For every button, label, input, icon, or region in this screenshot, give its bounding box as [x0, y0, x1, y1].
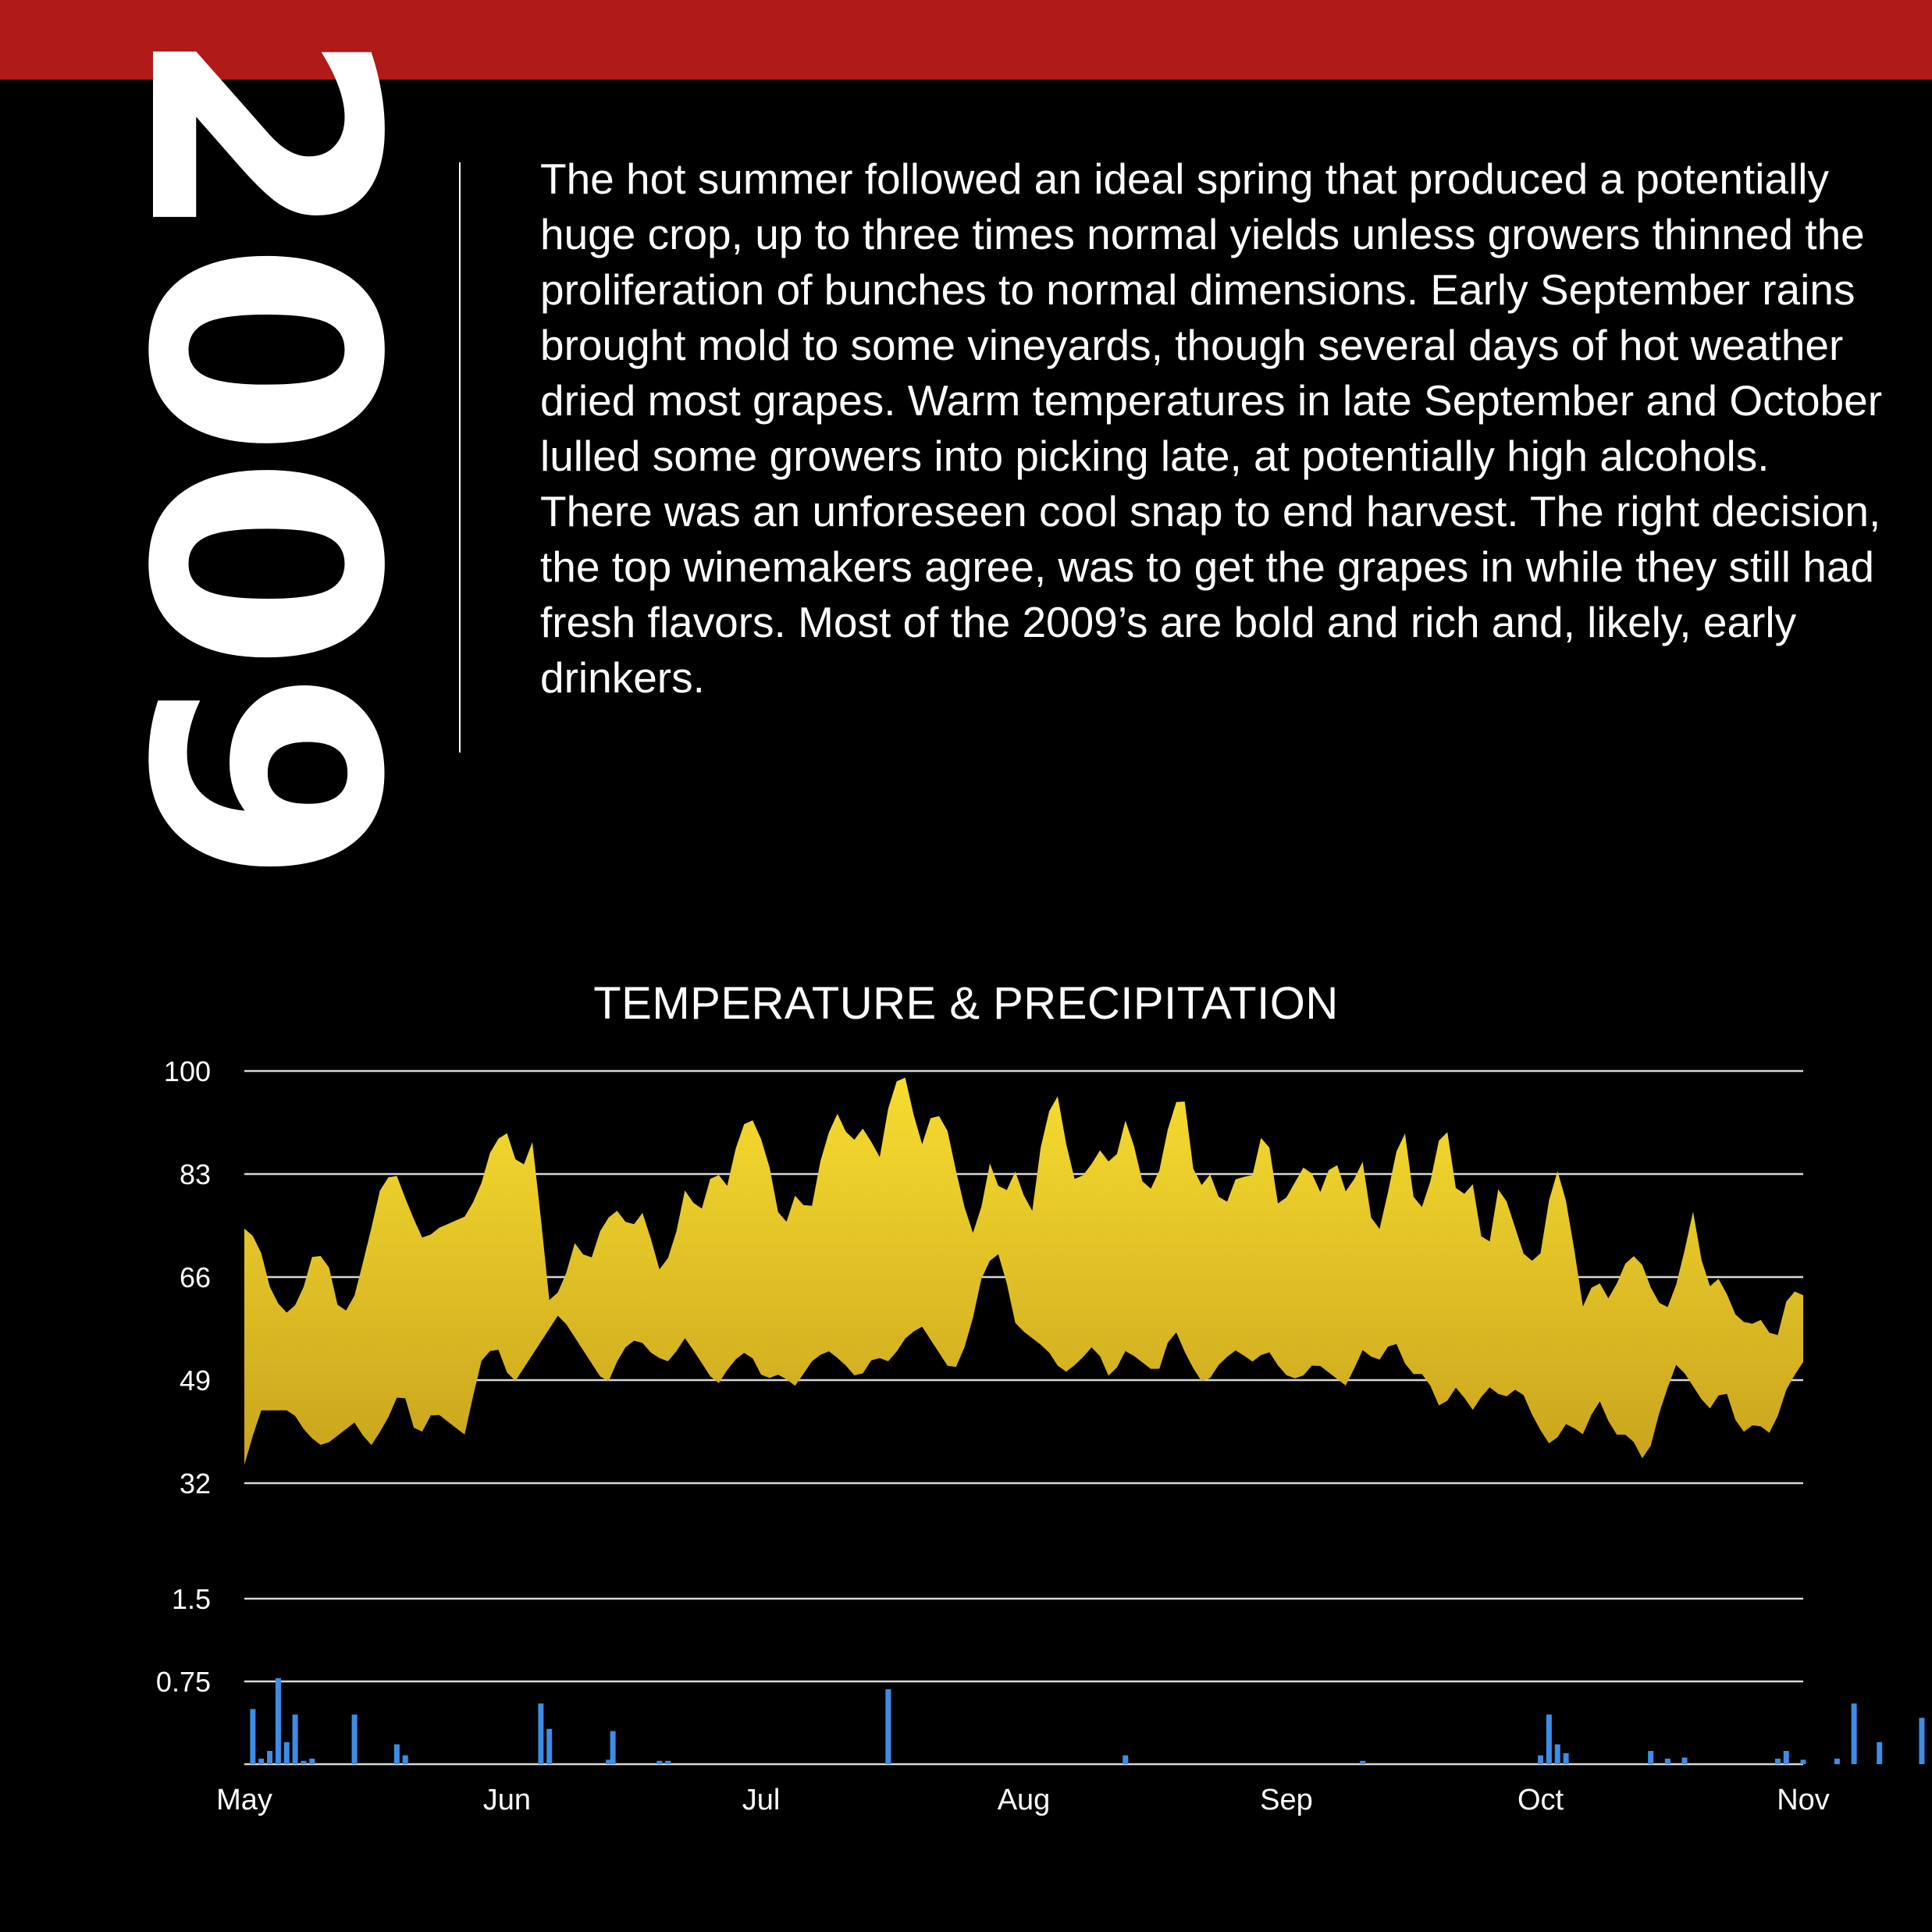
- precip-bar: [301, 1761, 306, 1764]
- month-label: Jun: [482, 1784, 532, 1816]
- precip-bar: [538, 1703, 543, 1764]
- precip-bar: [284, 1742, 290, 1764]
- month-label: Jul: [742, 1784, 781, 1816]
- temperature-precipitation-chart: [0, 1015, 1932, 1842]
- vintage-description: The hot summer followed an ideal spring that produced a potentially huge crop, up to three times normal yields unless growers thinned the proliferation of bunches to normal dimensions. Early September rains brought mold to some vineyards, though several days of hot weather dried most grapes. Warm temperatures in late September and October lulled some growers into picking late, at potentially high alcohols. There was an unforeseen cool snap to end harvest. The right decision, the top winemakers agree, was to get the grapes in while they still had fresh flavors. Most of the 2009’s are bold and rich and, likely, early drinkers.: [540, 155, 1883, 702]
- precip-bar: [665, 1761, 671, 1764]
- month-label: Nov: [1777, 1784, 1830, 1816]
- precip-y-tick-label: 1.5: [171, 1583, 211, 1615]
- precip-bar: [267, 1751, 272, 1764]
- precip-bar: [1648, 1751, 1653, 1764]
- precip-bar: [1555, 1745, 1560, 1764]
- precip-bar: [1360, 1761, 1365, 1764]
- precip-bar: [1682, 1758, 1688, 1764]
- precip-bar: [1665, 1759, 1670, 1764]
- precip-bar: [276, 1678, 281, 1764]
- precip-bar: [1538, 1756, 1543, 1764]
- precipitation-y-axis-labels: [156, 1583, 211, 1698]
- precip-bar: [394, 1745, 400, 1764]
- temp-y-tick-label: 100: [163, 1055, 211, 1087]
- precip-bar: [403, 1756, 408, 1764]
- temperature-y-axis-labels: [164, 1055, 211, 1500]
- precip-bar: [610, 1731, 616, 1764]
- precip-bar: [1546, 1714, 1552, 1764]
- month-label: May: [216, 1784, 272, 1816]
- precip-bar: [1123, 1756, 1128, 1764]
- precipitation-bars: [250, 1678, 1932, 1764]
- month-label: Sep: [1260, 1784, 1313, 1816]
- precip-bar: [309, 1759, 315, 1764]
- precip-bar: [1775, 1759, 1781, 1764]
- chart-title: TEMPERATURE & PRECIPITATION: [593, 978, 1339, 1029]
- precip-bar: [1919, 1718, 1924, 1764]
- temp-y-tick-label: 66: [179, 1261, 211, 1293]
- year-heading-wrap: [79, 27, 442, 884]
- temp-y-tick-label: 83: [179, 1158, 211, 1190]
- vintage-year: 2009: [79, 27, 442, 884]
- precipitation-gridlines: [244, 1599, 1803, 1764]
- precip-bar: [656, 1761, 662, 1764]
- precip-bar: [352, 1714, 358, 1764]
- temp-y-tick-label: 32: [179, 1468, 211, 1500]
- temp-y-tick-label: 49: [179, 1364, 211, 1397]
- vertical-divider: [459, 162, 461, 753]
- precip-bar: [546, 1729, 552, 1764]
- precip-bar: [1801, 1759, 1806, 1764]
- temperature-range-area: [244, 1078, 1803, 1465]
- precip-bar: [885, 1689, 891, 1764]
- month-label: Aug: [997, 1784, 1051, 1816]
- month-axis-labels: [216, 1784, 1830, 1816]
- precip-bar: [1852, 1703, 1857, 1764]
- precip-bar: [250, 1709, 255, 1764]
- precip-bar: [293, 1714, 298, 1764]
- precip-bar: [258, 1759, 264, 1764]
- month-label: Oct: [1517, 1784, 1564, 1816]
- precip-bar: [1564, 1753, 1569, 1764]
- precip-bar: [1834, 1759, 1840, 1764]
- precip-bar: [1784, 1751, 1789, 1764]
- precip-bar: [1877, 1742, 1882, 1764]
- precip-y-tick-label: 0.75: [155, 1666, 211, 1698]
